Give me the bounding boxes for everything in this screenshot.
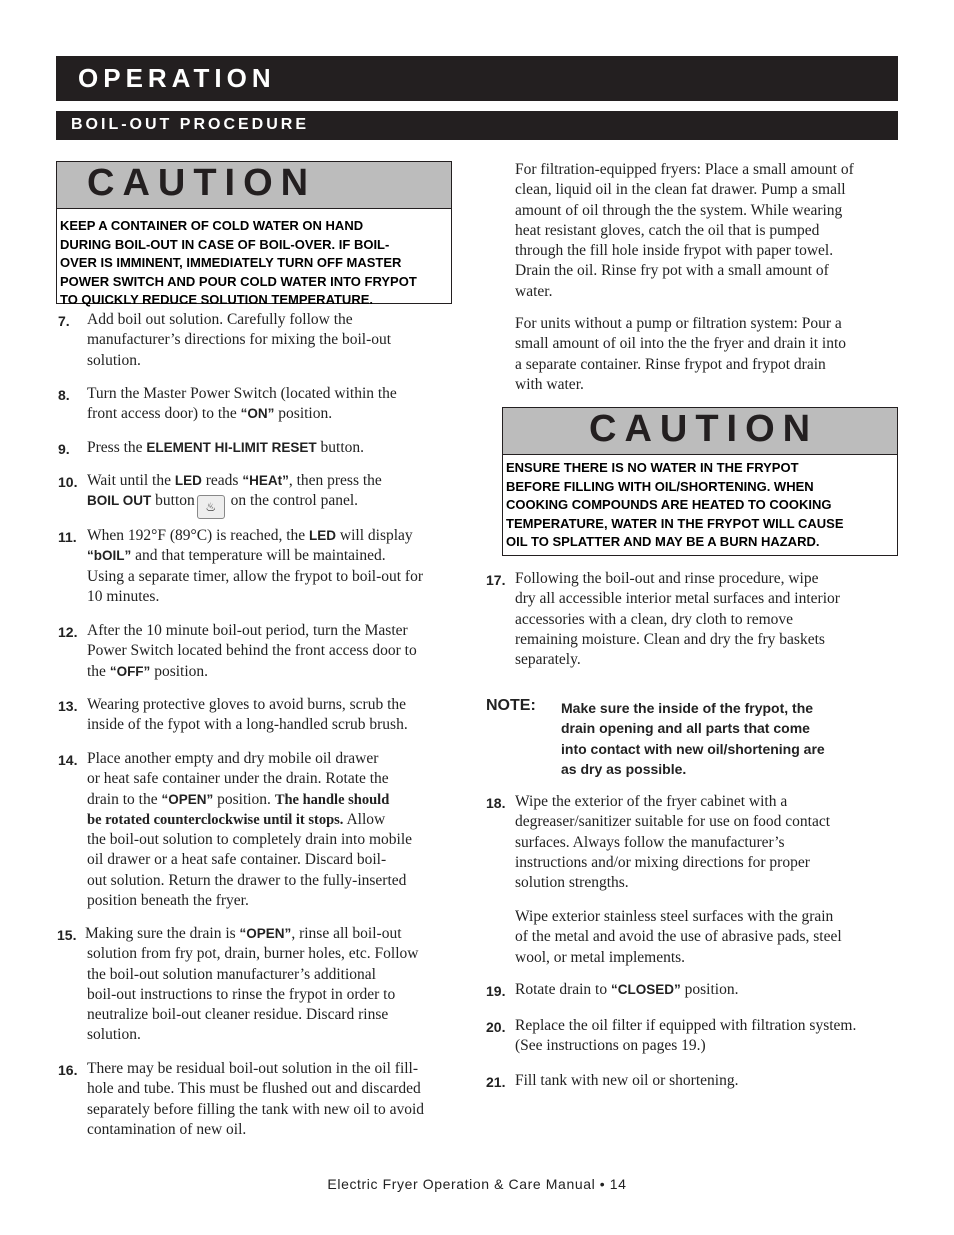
no-pump-paragraph bbox=[515, 314, 846, 395]
step-line: solution from fry pot, drain, burner holes, etc. Follow bbox=[87, 945, 419, 963]
element-hi-limit-reset-label: ELEMENT HI-LIMIT RESET bbox=[146, 440, 317, 455]
step-line: There may be residual boil-out solution in the oil fill- bbox=[87, 1060, 419, 1077]
para-line: amount of oil through the the system. While wearing bbox=[515, 201, 843, 219]
subsection-title: BOIL-OUT PROCEDURE bbox=[71, 116, 309, 133]
step-line: accessories with a clean, dry cloth to remove bbox=[515, 610, 794, 628]
step-number: 10. bbox=[58, 474, 78, 490]
step-number: 21. bbox=[486, 1074, 506, 1090]
step-text: position. bbox=[213, 790, 275, 808]
step-emphasis: be rotated counterclockwise until it stops. bbox=[87, 811, 344, 828]
stainless-paragraph bbox=[515, 907, 842, 968]
open-label: “OPEN” bbox=[239, 926, 292, 941]
step-line: separately. bbox=[515, 651, 581, 669]
boil-out-button-icon: ♨ bbox=[197, 495, 225, 519]
step-number: 17. bbox=[486, 572, 506, 588]
para-line: For filtration-equipped fryers: Place a small amount of bbox=[515, 161, 854, 178]
note-line: Make sure the inside of the frypot, the bbox=[561, 700, 814, 716]
step-line: surfaces. Always follow the manufacturer’s bbox=[515, 833, 785, 851]
caution-line: POWER SWITCH AND POUR COLD WATER INTO FRYPOT bbox=[60, 273, 417, 289]
step-line: Following the boil-out and rinse procedure, wipe bbox=[515, 570, 819, 587]
para-line: Drain the oil. Rinse fry pot with a small amount of bbox=[515, 262, 829, 280]
step-line: solution strengths. bbox=[515, 874, 629, 892]
step-text: Allow bbox=[343, 810, 386, 828]
step-text: and that temperature will be maintained. bbox=[131, 547, 386, 565]
step-number: 15. bbox=[57, 927, 77, 943]
step-line: contamination of new oil. bbox=[87, 1120, 247, 1138]
step-line: Wipe the exterior of the fryer cabinet with a bbox=[515, 793, 788, 810]
filtration-paragraph bbox=[515, 160, 854, 302]
caution-line: DURING BOIL-OUT IN CASE OF BOIL-OVER. IF BOIL- bbox=[60, 236, 390, 252]
led-label: LED bbox=[174, 473, 202, 488]
step-line: dry all accessible interior metal surfaces and interior bbox=[515, 590, 840, 608]
para-line: with water. bbox=[515, 375, 584, 393]
step-text: Fill tank with new oil or shortening. bbox=[515, 1072, 739, 1089]
open-label: “OPEN” bbox=[161, 791, 214, 807]
step-text: reads bbox=[201, 472, 243, 489]
step-text: button. bbox=[316, 439, 365, 456]
step-line: the boil-out solution manufacturer’s additional bbox=[87, 965, 376, 983]
step-text: Rotate drain to bbox=[515, 981, 611, 998]
step-text: button bbox=[151, 492, 195, 510]
heat-label: “HEAt” bbox=[242, 473, 289, 488]
caution-line: COOKING COMPOUNDS ARE HEATED TO COOKING bbox=[506, 497, 832, 512]
step-text: the bbox=[87, 662, 110, 680]
step-line: (See instructions on pages 19.) bbox=[515, 1037, 706, 1055]
caution-title-bar bbox=[503, 408, 897, 455]
step-text: Wait until the bbox=[87, 472, 175, 489]
step-number: 20. bbox=[486, 1019, 506, 1035]
closed-label: “CLOSED” bbox=[611, 982, 681, 997]
step-text: drain to the bbox=[87, 790, 162, 808]
caution-title-bar bbox=[57, 162, 451, 209]
step-line: neutralize boil-out cleaner residue. Discard rinse bbox=[87, 1006, 389, 1024]
step-line: remaining moisture. Clean and dry the fry baskets bbox=[515, 630, 825, 648]
para-line: clean, liquid oil in the clean fat drawer. Pump a small bbox=[515, 181, 846, 199]
step-line: position beneath the fryer. bbox=[87, 892, 249, 910]
caution-line: OVER IS IMMINENT, IMMEDIATELY TURN OFF MASTER bbox=[60, 255, 402, 270]
led-label: LED bbox=[309, 528, 337, 543]
boil-out-label: BOIL OUT bbox=[87, 493, 152, 509]
step-text: position. bbox=[150, 662, 209, 680]
step-line: After the 10 minute boil-out period, turn the Master bbox=[87, 622, 408, 639]
note-line: into contact with new oil/shortening are bbox=[561, 740, 825, 757]
step-line: manufacturer’s directions for mixing the boil-out bbox=[87, 331, 392, 349]
step-line: boil-out instructions to rinse the frypot in order to bbox=[87, 985, 396, 1003]
step-text: Making sure the drain is bbox=[85, 925, 240, 942]
caution-line: KEEP A CONTAINER OF COLD WATER ON HAND bbox=[60, 218, 364, 233]
boil-label: “bOIL” bbox=[87, 548, 132, 564]
step-number: 19. bbox=[486, 983, 506, 999]
step-text: front access door) to the bbox=[87, 405, 241, 423]
step-line: hole and tube. This must be flushed out and discarded bbox=[87, 1080, 421, 1098]
para-line: For units without a pump or filtration system: Pour a bbox=[515, 315, 842, 332]
step-line: instructions and/or mixing directions for proper bbox=[515, 853, 810, 871]
step-text: position. bbox=[680, 981, 739, 998]
note-label: NOTE: bbox=[486, 697, 536, 714]
step-line: Wearing protective gloves to avoid burns, scrub the bbox=[87, 696, 406, 713]
para-line: heat resistant gloves, catch the oil that is pumped bbox=[515, 221, 820, 239]
note-line: as dry as possible. bbox=[561, 760, 687, 777]
step-line: solution. bbox=[87, 1026, 141, 1044]
on-label: “ON” bbox=[240, 406, 275, 422]
para-line: of the metal and avoid the use of abrasive pads, steel bbox=[515, 928, 842, 946]
step-line: separately before filling the tank with new oil to avoid bbox=[87, 1100, 425, 1118]
step-line: oil drawer or a heat safe container. Discard boil- bbox=[87, 851, 387, 869]
page-footer: Electric Fryer Operation & Care Manual • 14 bbox=[327, 1176, 627, 1192]
para-line: through the fill hole inside frypot with paper towel. bbox=[515, 242, 834, 260]
off-label: “OFF” bbox=[109, 663, 151, 679]
step-line: degreaser/sanitizer suitable for use on food contact bbox=[515, 813, 831, 831]
note-text bbox=[561, 698, 901, 779]
step-line: Replace the oil filter if equipped with filtration system. bbox=[515, 1017, 857, 1034]
step-number: 11. bbox=[58, 529, 77, 545]
step-line: Using a separate timer, allow the frypot to boil-out for bbox=[87, 567, 423, 585]
subsection-header bbox=[56, 111, 898, 140]
step-number: 16. bbox=[58, 1062, 78, 1078]
para-line: wool, or metal implements. bbox=[515, 948, 686, 966]
step-text: will display bbox=[336, 527, 413, 544]
caution-line: OIL TO SPLATTER AND MAY BE A BURN HAZARD. bbox=[506, 534, 820, 549]
caution-box-boilover bbox=[56, 161, 452, 307]
step-line: Place another empty and dry mobile oil drawer bbox=[87, 750, 379, 767]
step-line: out solution. Return the drawer to the fully-inserted bbox=[87, 871, 407, 889]
caution-line: ENSURE THERE IS NO WATER IN THE FRYPOT bbox=[506, 460, 799, 475]
step-text: , then press the bbox=[288, 472, 382, 489]
note-line: drain opening and all parts that come bbox=[561, 720, 810, 737]
step-text: , rinse all boil-out bbox=[291, 925, 402, 942]
step-text: Press the bbox=[87, 439, 147, 456]
step-text: on the control panel. bbox=[226, 492, 359, 510]
caution-title: CAUTION bbox=[589, 408, 819, 450]
step-number: 12. bbox=[58, 624, 78, 640]
step-text: When 192°F (89°C) is reached, the bbox=[87, 527, 310, 544]
step-number: 13. bbox=[58, 698, 78, 714]
step-line: inside of the fypot with a long-handled scrub brush. bbox=[87, 716, 408, 734]
caution-line: TEMPERATURE, WATER IN THE FRYPOT WILL CAUSE bbox=[506, 515, 844, 531]
caution-box-water bbox=[502, 407, 898, 556]
step-line: Turn the Master Power Switch (located within the bbox=[87, 385, 397, 402]
caution-title: CAUTION bbox=[87, 162, 317, 204]
step-number: 18. bbox=[486, 795, 506, 811]
step-number: 9. bbox=[58, 441, 70, 457]
section-header bbox=[56, 56, 898, 101]
step-line: Add boil out solution. Carefully follow the bbox=[87, 311, 353, 328]
step-number: 8. bbox=[58, 387, 70, 403]
step-line: 10 minutes. bbox=[87, 587, 160, 605]
step-text: position. bbox=[274, 405, 333, 423]
para-line: water. bbox=[515, 282, 553, 300]
caution-line: TO QUICKLY REDUCE SOLUTION TEMPERATURE. bbox=[60, 292, 373, 307]
section-title: OPERATION bbox=[78, 63, 276, 93]
step-number: 7. bbox=[58, 313, 70, 329]
step-line: Power Switch located behind the front access door to bbox=[87, 642, 417, 660]
step-number: 14. bbox=[58, 752, 78, 768]
step-line: solution. bbox=[87, 351, 141, 369]
para-line: small amount of oil into the the fryer and drain it into bbox=[515, 335, 847, 353]
caution-text bbox=[503, 455, 897, 552]
caution-line: BEFORE FILLING WITH OIL/SHORTENING. WHEN bbox=[506, 478, 814, 494]
caution-text bbox=[57, 209, 451, 310]
para-line: Wipe exterior stainless steel surfaces with the grain bbox=[515, 908, 834, 925]
para-line: a separate container. Rinse frypot and frypot drain bbox=[515, 355, 826, 373]
step-emphasis: The handle should bbox=[274, 791, 390, 808]
step-line: the boil-out solution to completely drain into mobile bbox=[87, 831, 413, 849]
step-line: or heat safe container under the drain. Rotate the bbox=[87, 770, 389, 788]
